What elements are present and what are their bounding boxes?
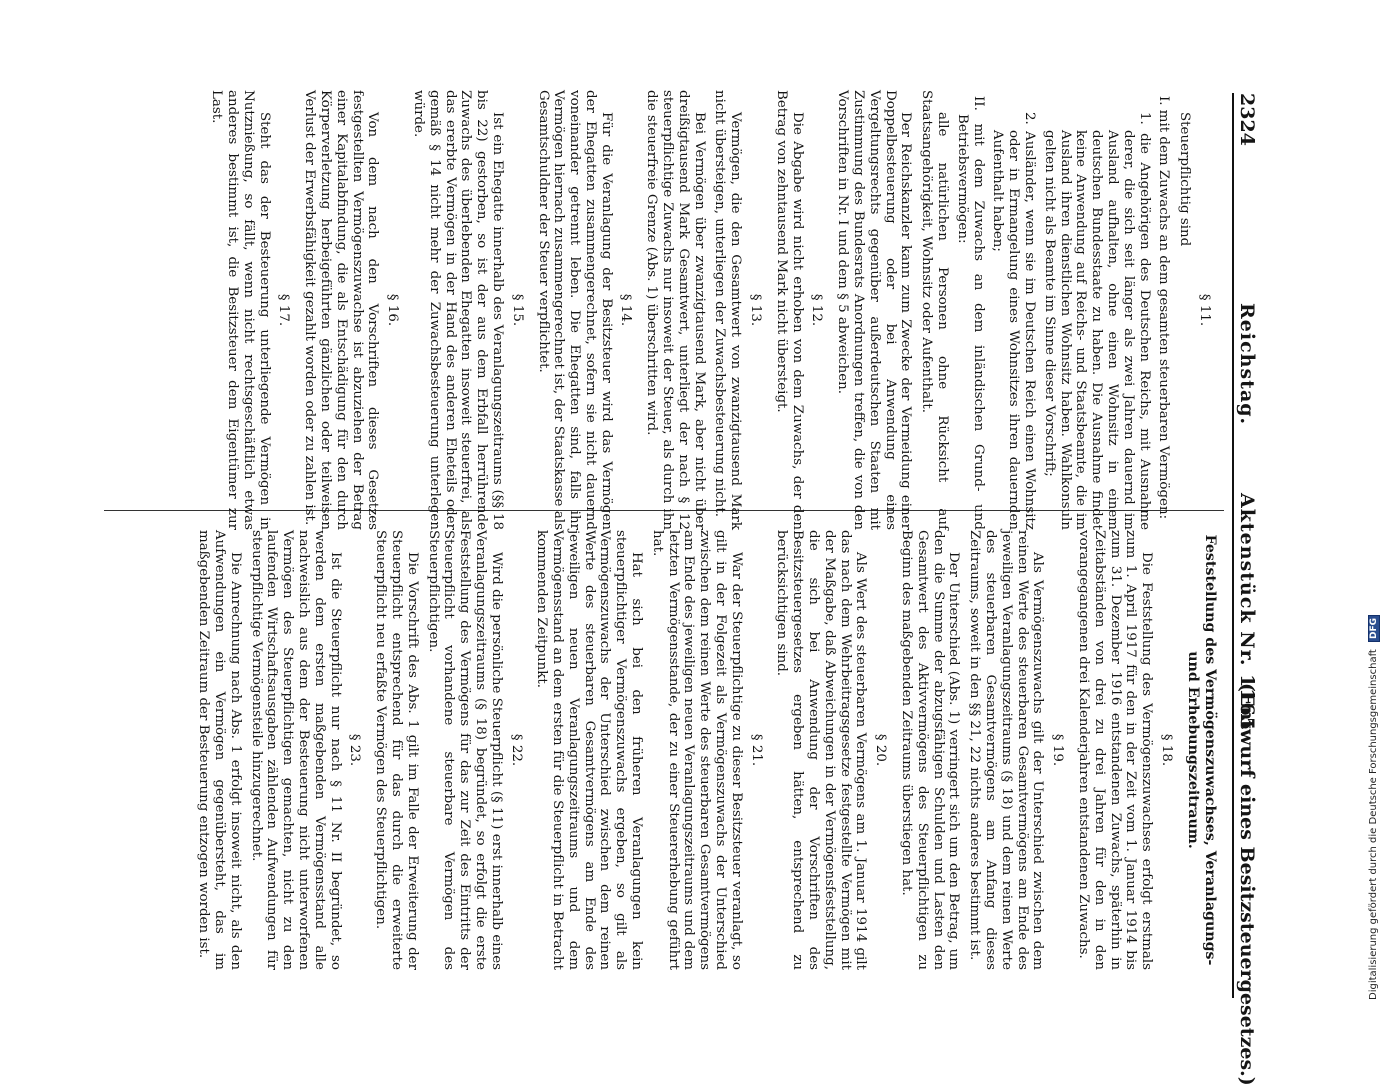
paragraph: Als Wert des steuerbaren Vermögens am 1. Januar 1914 gilt das nach dem Wehrbeitragsgesetze festgestellte Vermögen mit der Maßgabe, daß Abweichungen in der Vermögensfeststellung, die sich bei Anwendung der Vorschriften des Besitzsteuergesetzes ergeben hätten, entsprechend zu berücksichtigen sind. — [774, 530, 869, 970]
funding-note-text: Digitalisierung gefördert durch die Deutsche Forschungsgemeinschaft — [1368, 649, 1379, 1000]
paragraph: Als Vermögenszuwachs gilt der Unterschied zwischen dem reinen Werte des steuerbaren Gesamtvermögens am Ende des jeweiligen Veranlagungszeitraums (§ 18) und dem reinen Werte des steuerbaren Gesamtvermögens am Anfang dieses Zeitraums, soweit in den §§ 21, 22 nichts anderes bestimmt ist. — [967, 530, 1046, 970]
page-number: 2324 — [1236, 93, 1258, 146]
paragraph: Die Vorschrift des Abs. 1 gilt im Falle der Erweiterung der Steuerpflicht entsprechend für das durch die erweiterte Steuerpflicht neu erfaßte Vermögen des Steuerpflichtigen. — [373, 530, 420, 970]
paragraph: Der Unterschied (Abs. 1) verringert sich um den Betrag, um den die Summe der abzugsfähigen Schulden und Lasten den Gesamtwert des Aktivvermögens des Steuerpflichtigen zu Beginn des maßgebenden Zeitraums überstiegen hat. — [899, 530, 962, 970]
right-column — [190, 530, 1222, 970]
section-heading: § 16. — [385, 293, 401, 327]
paragraph: 1. die Angehörigen des Deutschen Reichs, mit Ausnahme derer, die sich seit länger als zwei Jahren dauernd im Ausland aufhalten, ohne einen Wohnsitz in einem deutschen Bundesstaate zu haben. Die Ausnahme findet keine Anwendung auf Reichs- und Staatsbeamte, die im Ausland ihren dienstlichen Wohnsitz haben. Wahlkonsuln gelten nicht als Beamte im Sinne dieser Vorschrift; — [1041, 112, 1152, 530]
paragraph: Die Abgabe wird nicht erhoben von dem Zuwachs, der den Betrag von zehntausend Mark nicht übersteigt. — [773, 90, 805, 530]
paragraph: Von dem nach den Vorschriften dieses Gesetzes festgestellten Vermögenszuwachse ist abzuziehen der Betrag einer Kapitalabfindung, die als Entschädigung für den durch Körperverletzung herbeigeführten gänzlichen oder teilweisen Verlust der Erwerbsfähigkeit gezahlt worden oder zu zahlen ist. — [302, 90, 381, 530]
section-heading: § 17. — [276, 293, 292, 327]
section-heading: § 20. — [873, 733, 889, 767]
paragraph: Steht das der Besteuerung unterliegende Vermögen in Nutznießung, so fällt, wenn nicht rechtsgeschäftlich etwas anderes bestimmt ist, die Besitzsteuer dem Eigentümer zur Last. — [209, 90, 272, 530]
section-heading: § 19. — [1050, 733, 1066, 767]
paragraph: Wird die persönliche Steuerpflicht (§ 11) erst innerhalb eines Veranlagungszeitraums (§ 18) begründet, so erfolgt die erste Feststellung des Vermögens für das zur Zeit des Eintritts der Steuerpflicht vorhandene steuerbare Vermögen des Steuerpflichtigen. — [425, 530, 504, 970]
paragraph: 2. Ausländer, wenn sie im Deutschen Reich einen Wohnsitz oder in Ermangelung eines Wohnsitzes ihren dauernden Aufenthalt haben; — [990, 112, 1038, 530]
document-reference: Aktenstück Nr. 1165. — [1236, 493, 1258, 739]
chapter-title: Feststellung des Vermögenszuwachses, Veranlagungs- und Erhebungszeitraum. — [1185, 534, 1218, 966]
left-column — [203, 90, 1222, 530]
section-heading: § 15. — [509, 293, 525, 327]
section-heading: § 14. — [618, 293, 634, 327]
section-heading: § 21. — [748, 733, 764, 767]
paragraph: Der Reichskanzler kann zum Zwecke der Vermeidung einer Doppelbesteuerung oder bei Anwendung eines Vergeltungsrechts gegenüber außerdeutschen Staaten mit Zustimmung des Bundesrats Anordnungen treffen, die von den Vorschriften in Nr. I und dem § 5 abweichen. — [835, 90, 914, 530]
paragraph: Ist ein Ehegatte innerhalb des Veranlagungszeitraums (§§ 18 bis 22) gestorben, so ist der aus dem Erbfall herrührende Zuwachs des überlebenden Ehegatten insoweit steuerfrei, als das ererbte Vermögen in der Hand des anderen Eheteils oder gemäß § 14 nicht mehr der Zuwachsbesteuerung unterlegen würde. — [410, 90, 505, 530]
paragraph: War der Steuerpflichtige zu dieser Besitzsteuer veranlagt, so gilt in der Folgezeit als Vermögenszuwachs der Unterschied zwischen dem reinen Werte des steuerbaren Gesamtvermögens am Ende des jeweiligen neuen Veranlagungszeitraums und dem letzten Vermögensstande, der zu einer Steuererhebung geführt hat. — [649, 530, 744, 970]
section-heading: § 12. — [809, 293, 825, 327]
section-heading: § 13. — [748, 293, 764, 327]
paragraph: Für die Veranlagung der Besitzsteuer wird das Vermögen der Ehegatten zusammengerechnet, sofern sie nicht dauernd voneinander getrennt leben. Die Ehegatten sind, falls ihr Vermögen hiernach zusammengerechnet ist, der Staatskasse als Gesamtschuldner der Steuer verpflichtet. — [535, 90, 614, 530]
section-heading: § 23. — [347, 733, 363, 767]
draft-title: (Entwurf eines Besitzsteuergesetzes.) — [1236, 683, 1258, 1086]
funding-note — [1368, 615, 1380, 1000]
paragraph: Ist die Steuerpflicht nur nach § 11 Nr. II begründet, so werden dem ersten maßgebenden Vermögensstand alle nachweislich aus dem der Besteuerung nicht unterworfenen Vermögen des Steuerpflichtigen gemachten, nicht zu den laufenden Wirtschaftsausgaben zählenden Aufwendungen für steuerpflichtige Vermögensteile hinzugerechnet. — [248, 530, 343, 970]
paragraph: Bei Vermögen über zwanzigtausend Mark, aber nicht über dreißigtausend Mark Gesamtwert, unterliegt der nach § 12 steuerpflichtige Zuwachs nur insoweit der Steuer, als durch ihn die steuerfreie Grenze (Abs. 1) überschritten wird. — [644, 90, 707, 530]
paragraph: Vermögen, die den Gesamtwert von zwanzigtausend Mark nicht übersteigen, unterliegen der Zuwachsbesteuerung nicht. — [712, 90, 744, 530]
dfg-logo: DFG — [1368, 615, 1380, 642]
paragraph: alle natürlichen Personen ohne Rücksicht auf Staatsangehörigkeit, Wohnsitz oder Aufenthalt. — [919, 90, 951, 530]
paragraph: II. mit dem Zuwachs an dem inländischen Grund- und Betriebsvermögen: — [954, 96, 986, 530]
paragraph: Die Feststellung des Vermögenszuwachses erfolgt erstmals zum 1. April 1917 für den in der Zeit vom 1. Januar 1914 bis zum 31. Dezember 1916 entstandenen Zuwachs, späterhin in Zeitabständen von drei zu drei Jahren für den in den vorangegangenen drei Kalenderjahren entstandenen Zuwachs. — [1076, 530, 1155, 970]
paragraph: Steuerpflichtig sind — [1177, 112, 1193, 247]
section-heading: § 11. — [1197, 293, 1212, 327]
chamber-title: Reichstag. — [1236, 303, 1258, 426]
section-heading: § 18. — [1159, 733, 1174, 767]
paragraph: I. mit dem Zuwachs an dem gesamten steuerbaren Vermögen: — [1156, 96, 1172, 520]
section-heading: § 22. — [508, 733, 524, 767]
paragraph: Hat sich bei den früheren Veranlagungen kein steuerpflichtiger Vermögenszuwachs ergeben, so gilt als Vermögenszuwachs der Unterschied zwischen dem reinen Werte des steuerbaren Gesamtvermögens am Ende des jeweiligen neuen Veranlagungszeitraums und dem Vermögensstand an dem ersten für die Steuerpflicht in Betracht kommenden Zeitpunkt. — [534, 530, 645, 970]
page-header — [1230, 93, 1266, 1086]
paragraph: Die Anrechnung nach Abs. 1 erfolgt insoweit nicht, als den Aufwendungen ein Vermögen gegenübersteht, das im maßgebenden Zeitraum der Besteuerung entzogen worden ist. — [196, 530, 243, 970]
header-rule — [1232, 93, 1234, 998]
